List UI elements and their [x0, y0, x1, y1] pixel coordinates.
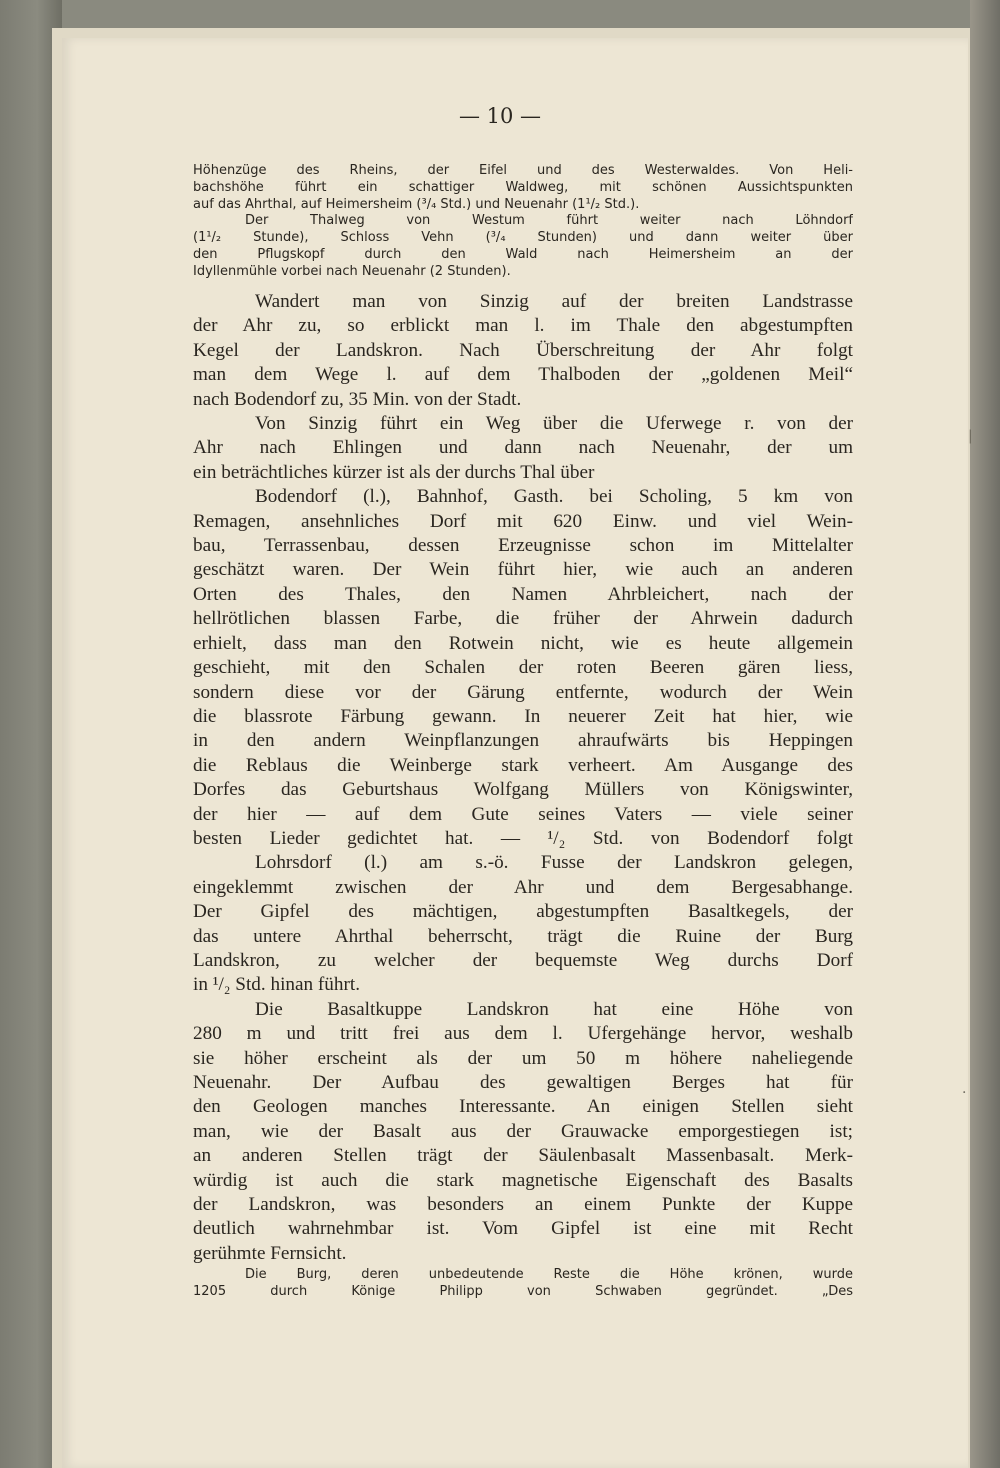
text-line: besten Lieder gedichtet hat. — ¹/₂ Std. von Bodendorf folgt [193, 827, 853, 849]
text-line: erhielt, dass man den Rotwein nicht, wie es heute allgemein [193, 632, 853, 654]
text-line: bachshöhe führt ein schattiger Waldweg, mit schönen Aussichtspunkten [193, 179, 853, 195]
text-line: das untere Ahrthal beherrscht, trägt die Ruine der Burg [193, 925, 853, 947]
paper-speck: | [968, 428, 973, 444]
text-line-lohrsdorf: Lohrsdorf (l.) am s.-ö. Fusse der Landskron gelegen, [255, 852, 853, 874]
text-line-bodendorf: Bodendorf (l.), Bahnhof, Gasth. bei Scholing, 5 km von [255, 486, 853, 508]
text-line: bau, Terrassenbau, dessen Erzeugnisse schon im Mittelalter [193, 535, 853, 557]
text-line: geschieht, mit den Schalen der roten Beeren gären liess, [193, 657, 853, 679]
text-line: geschätzt waren. Der Wein führt hier, wie auch an anderen [193, 559, 853, 581]
text-line: in ¹/₂ Std. hinan führt. [193, 974, 361, 996]
text-line: Die Basaltkuppe Landskron hat eine Höhe von [255, 998, 853, 1020]
text-line: der Landskron, was besonders an einem Punkte der Kuppe [193, 1194, 853, 1216]
top-small-text [193, 163, 853, 281]
text-line: hellrötlichen blassen Farbe, die früher der Ahrwein dadurch [193, 608, 853, 630]
text-line: Ahr nach Ehlingen und dann nach Neuenahr, der um [193, 437, 853, 459]
text-line: Kegel der Landskron. Nach Überschreitung der Ahr folgt [193, 339, 853, 361]
text-line: Neuenahr. Der Aufbau des gewaltigen Berges hat für [193, 1072, 853, 1093]
text-line: 1205 durch Könige Philipp von Schwaben gegründet. „Des [193, 1283, 853, 1299]
text-line: Von Sinzig führt ein Weg über die Uferwege r. von der [255, 413, 853, 435]
text-line: die Reblaus die Weinberge stark verheert. Am Ausgange des [193, 754, 853, 776]
book-binding-right [970, 0, 1000, 1468]
page-number: — 10 — [458, 104, 542, 128]
text-line: Der Gipfel des mächtigen, abgestumpften Basaltkegels, der [193, 901, 853, 923]
text-line: nach Bodendorf zu, 35 Min. von der Stadt. [193, 388, 522, 410]
text-line: würdig ist auch die stark magnetische Eigenschaft des Basalts [193, 1169, 853, 1191]
text-line: eingeklemmt zwischen der Ahr und dem Bergesabhange. [193, 876, 853, 898]
text-line: den Geologen manches Interessante. An einigen Stellen sieht [193, 1096, 853, 1118]
text-line: Höhenzüge des Rheins, der Eifel und des Westerwaldes. Von Heli- [193, 163, 853, 178]
text-line: in den andern Weinpflanzungen ahraufwärts bis Heppingen [193, 730, 853, 752]
text-line: Remagen, ansehnliches Dorf mit 620 Einw. und viel Wein- [193, 510, 853, 532]
text-line: Idyllenmühle vorbei nach Neuenahr (2 Stunden). [193, 263, 511, 279]
bottom-small-text [193, 1267, 853, 1301]
text-line: man dem Wege l. auf dem Thalboden der „goldenen Meil“ [193, 364, 853, 386]
text-line: den Pflugskopf durch den Wald nach Heimersheim an der [193, 246, 853, 262]
text-line: Wandert man von Sinzig auf der breiten Landstrasse [255, 291, 853, 312]
text-line: sondern diese vor der Gärung entfernte, wodurch der Wein [193, 681, 853, 703]
text-line: an anderen Stellen trägt der Säulenbasalt Massenbasalt. Merk- [193, 1145, 853, 1167]
text-line: der hier — auf dem Gute seines Vaters — viele seiner [193, 803, 853, 825]
text-line: (1¹/₂ Stunde), Schloss Vehn (³/₄ Stunden) und dann weiter über [193, 230, 853, 246]
text-line: gerühmte Fernsicht. [193, 1242, 347, 1264]
text-line: Landskron, zu welcher der bequemste Weg durchs Dorf [193, 949, 853, 971]
text-line: Dorfes das Geburtshaus Wolfgang Müllers von Königswinter, [193, 779, 853, 801]
main-text [193, 290, 853, 1266]
text-line: die blassrote Färbung gewann. In neuerer Zeit hat hier, wie [193, 705, 853, 727]
text-line: sie höher erscheint als der um 50 m höhere naheliegende [193, 1047, 853, 1069]
text-line: deutlich wahrnehmbar ist. Vom Gipfel ist eine mit Recht [193, 1218, 853, 1240]
text-line: Orten des Thales, den Namen Ahrbleichert, nach der [193, 583, 853, 605]
paper-speck: · [962, 1085, 967, 1101]
text-line: ein beträchtliches kürzer ist als der durchs Thal über [193, 461, 595, 483]
text-line: 280 m und tritt frei aus dem l. Ufergehänge hervor, weshalb [193, 1023, 853, 1045]
text-line: Die Burg, deren unbedeutende Reste die Höhe krönen, wurde [245, 1267, 853, 1282]
text-line: Der Thalweg von Westum führt weiter nach Löhndorf [245, 213, 853, 229]
text-line: man, wie der Basalt aus der Grauwacke emporgestiegen ist; [193, 1120, 853, 1142]
text-line: auf das Ahrthal, auf Heimersheim (³/₄ Std.) und Neuenahr (1¹/₂ Std.). [193, 196, 640, 212]
text-line: der Ahr zu, so erblickt man l. im Thale den abgestumpften [193, 315, 853, 337]
